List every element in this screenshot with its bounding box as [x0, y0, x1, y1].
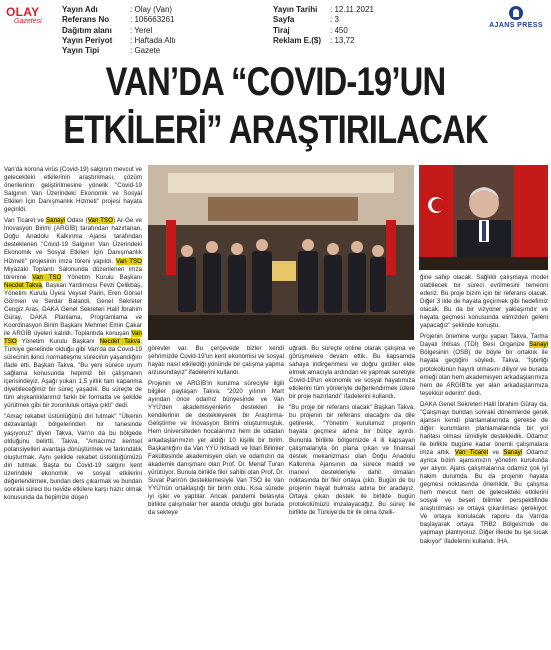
meta-row — [62, 46, 176, 56]
article-column-2 — [148, 345, 284, 520]
highlight: Van Ticaret — [454, 448, 489, 456]
meta-value: : Haftada Altı — [130, 35, 176, 45]
agency-name: AJANS PRESS — [489, 22, 543, 29]
paragraph: görevler var. Bu çerçevede bizler kendi şehrimizde Covid-19'un kent ekonomisi ve sosyal hayatı nasıl etkilediği yönünde bir çalışma yapma arzusundayız" ifadelerini kullandı. — [148, 345, 284, 377]
meta-value: : Yerel — [130, 25, 153, 35]
meta-value: : 13,72 — [330, 35, 355, 45]
meta-label: Yayın Tipi — [62, 46, 100, 56]
highlight: Necdet Takva — [99, 337, 141, 345]
paragraph: Van Ticaret ve Sanayi Odası (Van TSO) Ar-Ge ve İnovasyon Birimi (ARGİB) tarafından hazırlanan, Doğu Anadolu Kalkınma Ajansı tarafından desteklenen "Covid-19 Salgının Van Üzerindeki Ekonomik ve Sosyal Etkileri İçin Danışmanlık Hizmeti" projesinin imza töreni yapıldı. Van TSO Miyazaki Toplantı Salonunda düzenlenen imza törenine Van TSO Yönetim Kurulu Başkanı Necdet Takva, Başkan Yardımcısı Fevzi Çelikbaş, Yönetim Kurulu Üyesi Veysel Parin, Eren Görsel Görmen ve Serdar Balandi, Genel Sekreter Cengiz Aras, DAKA Genel Sekreteri Halil İbrahim Güray, DAKA Planlama, Programlama ve Koordinasyon Birim Başkanı Mehmet Emin Çakar ile ARGİB üyeleri katıldı. Toplantıda konuşan Van TSO Yönetim Kurulu Başkanı Necdet Takva, Türkiye genelinde olduğu gibi Van'da da Covid-19 sürecinin ikinci normalleşme sürecinin yaşandığını ifade etti. Başkan Takva, "Bu yeni sürece uyum sağlama konusunda hepimiz bir çalışmanın içerisindeyiz. Aşağı yukarı 1,5 yıllık tam kapanma diyebileceğimiz bir süreç yaşadık. Bu süreçte de tüm alışkanlıklarımız farklı bir formatta ve şekilde yürütmek gibi bir zorunluluk ortaya çıktı" dedi. — [4, 217, 142, 410]
meta-label: Sayfa — [273, 15, 295, 25]
clipping-header — [0, 0, 551, 56]
paragraph: Van'da korona virüs (Covid-19) salgının mevcut ve gelecekteki etkilerinin araştırılması, çözüm önerilerinin geliştirilmesine yönelik "Covid-19 Salgının Van Üzerindeki Ekonomik ve Sosyal Etkileri İçin Danışmanlık Hizmeti" projesi hayata geçirildi. — [4, 166, 142, 214]
meta-value: : Olay (Van) — [130, 5, 173, 14]
paragraph: "Amaç rekabet üstünlüğünü diri tutmak" "Ülkenin dezavantajlı bölgelerinden bir tanesinde yaşıyoruz" diyen Takva, Van'ın da bu bölgede olduğunu belirtti. Takva, "Amacımız kentsel potansiyelleri avantaja dönüştürmek ve farkındalık oluşturmak. Aynı şekilde rekabet üstünlüğümüzü diri tutmak. Başta bu Covid-19 salgını kent üzerindeki ekonomik ve sosyal etkilerini değerlendirmek, bundan ders çıkarmak ve bundan sonraki süreci bu nevide etkilere karşı hazır olmak konusunda da hepimize düşen — [4, 413, 142, 501]
highlight: Sanayi — [503, 448, 523, 456]
highlight: Necdet Takva — [4, 281, 42, 289]
highlight: Sanayi — [46, 217, 65, 225]
highlight: Sanayi — [529, 341, 548, 349]
agency-icon — [509, 6, 523, 20]
logo-sub-text: Gazetesi — [14, 18, 42, 25]
agency-logo — [487, 6, 545, 29]
meta-label: Tiraj — [273, 25, 290, 35]
meta-row — [62, 15, 176, 25]
publication-meta-right — [273, 5, 374, 46]
article-column-4 — [420, 274, 548, 549]
meta-value: : 450 — [330, 25, 348, 35]
meta-row — [273, 15, 374, 25]
meta-label: Yayın Periyot — [62, 35, 113, 45]
meta-row — [62, 26, 176, 36]
meta-value: : Gazete — [130, 46, 161, 56]
meta-label: Dağıtım alanı — [62, 25, 112, 35]
speaker-photo — [419, 165, 548, 270]
publication-meta-left — [62, 5, 176, 56]
paragraph: uğradı. Bu süreçte online olarak çalışma ve görüşmelere devam ettik. Bu kapsamda sahaya indirgenmesi ve doğru girdiler elde etmek amacıyla ardından ve yapmak suretiyle Covid-19'un ekonomik ve sosyal hayatımıza etkilerini tüm yönleriyle değerlendirmek üzere bir proje hazırlandı" ifadelerini kullandı. — [289, 345, 415, 401]
highlight: Van TSO — [4, 329, 142, 345]
ceremony-photo — [148, 165, 414, 340]
meta-value: : 12.11.2021 — [330, 5, 374, 14]
meta-value: : 3 — [330, 15, 339, 25]
newspaper-logo — [6, 5, 52, 33]
paragraph: Projenin önemine vurgu yapan Takva, Tarma Dayalı İhtisas (TDİ) Besi Organize Sanayi Bölgesinin (OSB) de böyle bir ortaklık ile hayata geçtiğini söyledi. Takva, "İşbirliği protokolünün hayırlı olmasını diliyor ve burada emeği olan hem akademisyen arkadaşlarımıza hem de ARGİB'te yer alan arkadaşlarımıza teşekkür ederim" dedi. — [420, 333, 548, 397]
meta-label: Reklam E.($) — [273, 35, 322, 45]
paragraph: ğine sahip olacak. Sağlıklı çalışmaya model olabilecek bir süreci evrilmesini temenni ederiz. Bu proje bizim için bir referans olacak. Diğer 3 ilde de hayata geçirmek gibi hedefimiz olacak. Bu da bir vizyoner yaklaşımdır ve hayata geçmesi konusunda elimizden geleni yapacağız" şeklinde konuştu. — [420, 274, 548, 330]
paragraph: DAKA Genel Sekreteri Halil İbrahim Güray da, "Çalışmayı bundan sonraki dönemlerde gerek ajansın kendi planlamalarında gerekse de diğer kurumların planlamalarında bir yol haritası olması ümidiyle destekledik. Odamız ile birlikte bugüne kadar önemli çalışmalara imza attık. Van Ticaret ve Sanayi Odamız ayrıca bizim ajansımızın yönetim kurulunda yer alıyor. Ajans çalışmalarına odamız çok iyi hakim durumda. Bu da projenin hayata geçmesi noktasında önemlidir. Bu çalışma hem mevcut hem de gelecekteki etkilerini sosyal ve beşeri bilimler perspektifinde araştırılması ve ortaya çıkarılması gerekiyor. Ve ortaya konulacak raporu da Van'da başlayarak ortaya TRB2 Bölgesi'nde de yapmayı planlıyoruz. Diğer illerde bu işe sıcak bakıyor" ifadelerini kullandı. İHA — [420, 400, 548, 545]
paragraph: Projenin ve ARGİB'in kurulma süreciyle ilgili bilgiler paylaşan Takva, "2020 yılının Mart ayından önce odamız bünyesinde ve Van YYÜ'den akademisyenlerin destekleri ile kendilerinin de destekleyerek bir Araştırma-Geliştirme ve İnovasyon Birimi oluşturmuştuk. Hem üniversiteden hocalarımız hem de odadan arkadaşlarımızın yer aldığı 10 kişilik bir birim. Başkanlığını da Van YYÜ İktisadi ve İdari Bilimler Fakültesinde akademisyen olan ve odamızın da akademik danışmanı olan Prof. Dr. Menaf Turan yürütüyor. Bunula birlikte fikir sahibi olan Prof. Dr. Suvat Parin'in desteklemesiyle Van TSO ile Van YYÜ'nün ortaklaştığı bir birim oldu. Kısa sürede iyi işler ve yaptılar. Ancak pandemi belasıyla birlikte çalışmalar her alanda olduğu gibi burada da sekteye — [148, 380, 284, 516]
logo-main-text: OLAY — [6, 5, 40, 19]
meta-row — [273, 26, 374, 36]
headline-line-2: ETKİLERİ” ARAŞTIRILACAK — [63, 108, 488, 152]
highlight: Van TSO — [115, 257, 142, 265]
headline-line-1: VAN’DA “COVID-19’UN — [105, 60, 446, 104]
meta-row — [273, 36, 374, 46]
meta-value: : 106663261 — [130, 15, 175, 25]
meta-label: Yayın Adı — [62, 5, 98, 14]
paragraph: "Bu proje bir referans olacak" Başkan Takva, bu projenin bir referans olacağını da dile getirerek, "Yönetim kurulumuz projenin hayata geçmesi adına bir bütçe ayırdı. Bununla birlikte bölgemizde 4 ili kapsayan çalışmalarıyla ön plana çıkan ve finansal destek mekanizması olan Doğu Anadolu Kalkınma Ajansının da sürece maddi ve manevi destekleriyle dahil olmaları noktasında bir fikir ortaya çıktı. Bugün de bu projenin hayat bulması adına bir aradayız. Ortaya çıkan destek ile birlikte bugün protokolümüzü imzalayacağız. Bu süreç ile birlikte de Türkiye'de bir ilk olma özelli- — [289, 404, 415, 516]
meta-row — [273, 5, 374, 15]
meta-row — [62, 36, 176, 46]
article-column-1 — [4, 166, 142, 505]
highlight: Van TSO — [32, 273, 62, 281]
ceremony-photo-drawing — [148, 165, 414, 340]
meta-label: Referans No — [62, 15, 110, 25]
highlight: Van TSO — [87, 217, 113, 225]
speaker-photo-drawing — [419, 165, 548, 270]
article-column-3 — [289, 345, 415, 520]
meta-row — [62, 5, 176, 15]
meta-label: Yayın Tarihi — [273, 5, 318, 14]
